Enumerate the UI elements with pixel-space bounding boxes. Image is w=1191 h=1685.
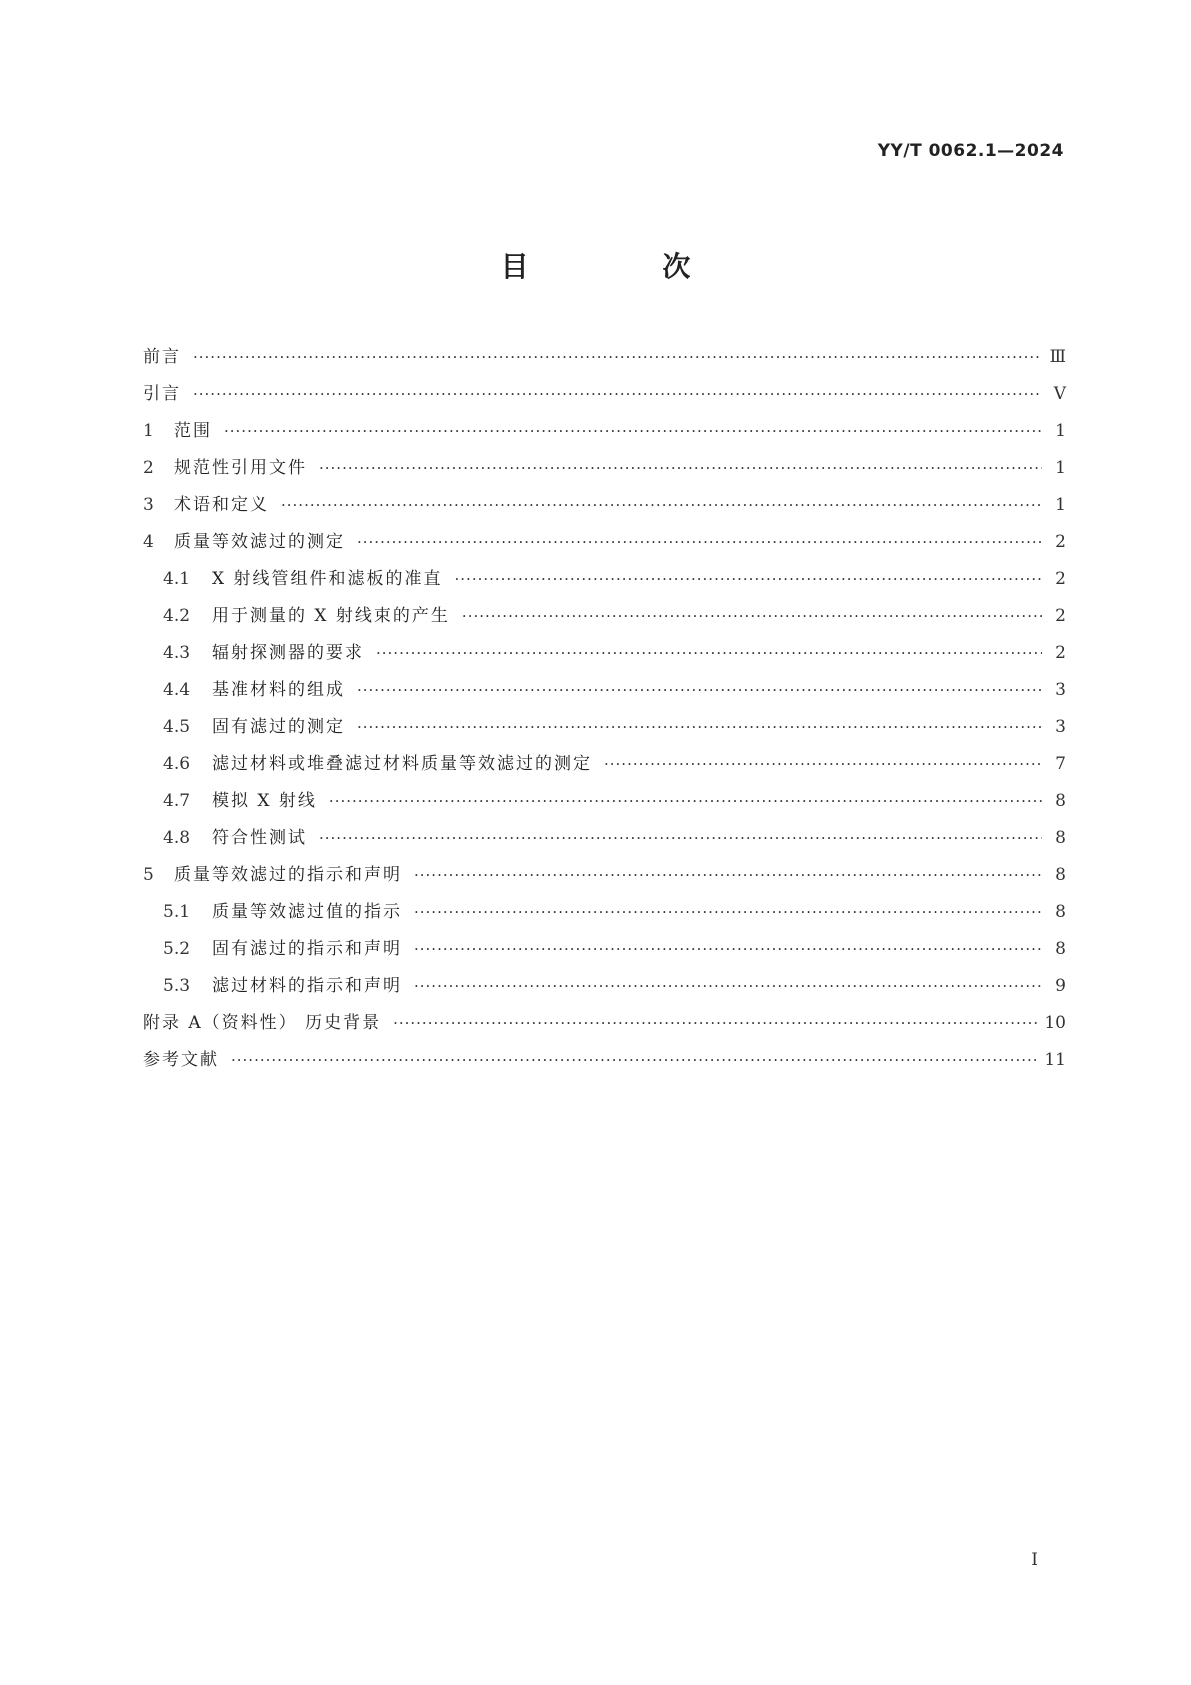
toc-entry-number: 4.6 — [163, 754, 191, 774]
toc-leader-dots — [319, 450, 1042, 487]
toc-entry-label: 规范性引用文件 — [174, 458, 307, 478]
toc-entry-label: 滤过材料或堆叠滤过材料质量等效滤过的测定 — [212, 754, 592, 774]
toc-entry-number: 4.5 — [163, 717, 191, 737]
toc-leader-dots — [193, 376, 1042, 413]
toc-entry-page: 3 — [1055, 717, 1066, 737]
toc-entry-page: 2 — [1055, 569, 1066, 589]
toc-leader-dots — [193, 339, 1042, 376]
toc-leader-dots — [414, 968, 1042, 1005]
toc-entry-label: 辐射探测器的要求 — [212, 643, 364, 663]
toc-entry-5-3[interactable] — [143, 968, 1066, 1005]
toc-entry-label: 滤过材料的指示和声明 — [212, 976, 402, 996]
toc-entry-page: Ⅴ — [1053, 384, 1066, 404]
toc-leader-dots — [319, 820, 1042, 857]
toc-entry-2[interactable] — [143, 450, 1066, 487]
toc-entry-page: 8 — [1055, 939, 1066, 959]
toc-leader-dots — [357, 672, 1042, 709]
toc-leader-dots — [224, 413, 1042, 450]
toc-entry-page: 8 — [1055, 828, 1066, 848]
toc-entry-page: 8 — [1055, 791, 1066, 811]
toc-entry-annex-a[interactable] — [143, 1005, 1066, 1042]
toc-entry-number: 4.4 — [163, 680, 191, 700]
toc-title: 目 次 — [500, 250, 753, 283]
toc-entry-4-3[interactable] — [143, 635, 1066, 672]
toc-leader-dots — [357, 524, 1042, 561]
toc-entry-label: 固有滤过的测定 — [212, 717, 345, 737]
toc-entry-page: 10 — [1044, 1013, 1066, 1033]
toc-entry-number: 4.8 — [163, 828, 191, 848]
toc-entry-page: 2 — [1055, 643, 1066, 663]
toc-entry-page: 11 — [1044, 1050, 1066, 1070]
toc-leader-dots — [281, 487, 1042, 524]
toc-entry-foreword[interactable] — [143, 339, 1066, 376]
toc-leader-dots — [414, 857, 1042, 894]
toc-entry-number: 5 — [143, 865, 154, 885]
toc-entry-label: 引言 — [143, 384, 181, 404]
toc-entry-label: 附录 A（资料性） 历史背景 — [143, 1013, 382, 1033]
toc-entry-label: 模拟 X 射线 — [212, 791, 317, 811]
toc-entry-4[interactable] — [143, 524, 1066, 561]
toc-entry-4-2[interactable] — [143, 598, 1066, 635]
page-number: I — [1031, 1550, 1038, 1570]
toc-entry-4-1[interactable] — [143, 561, 1066, 598]
toc-entry-4-6[interactable] — [143, 746, 1066, 783]
toc-entry-page: 7 — [1055, 754, 1066, 774]
toc-entry-number: 4.2 — [163, 606, 191, 626]
toc-entry-page: 2 — [1055, 532, 1066, 552]
table-of-contents — [143, 339, 1066, 1079]
toc-entry-label: 用于测量的 X 射线束的产生 — [212, 606, 450, 626]
toc-entry-number: 1 — [143, 421, 154, 441]
toc-entry-label: 范围 — [174, 421, 212, 441]
toc-entry-1[interactable] — [143, 413, 1066, 450]
toc-leader-dots — [393, 1005, 1038, 1042]
toc-entry-number: 4.7 — [163, 791, 191, 811]
toc-entry-page: 1 — [1055, 458, 1066, 478]
toc-leader-dots — [462, 598, 1042, 635]
toc-entry-page: Ⅲ — [1049, 347, 1066, 367]
toc-leader-dots — [376, 635, 1042, 672]
toc-entry-page: 2 — [1055, 606, 1066, 626]
toc-entry-label: 质量等效滤过值的指示 — [212, 902, 402, 922]
toc-entry-number: 5.1 — [163, 902, 191, 922]
toc-entry-4-4[interactable] — [143, 672, 1066, 709]
toc-entry-number: 2 — [143, 458, 154, 478]
toc-leader-dots — [455, 561, 1042, 598]
toc-entry-label: 前言 — [143, 347, 181, 367]
toc-leader-dots — [414, 894, 1042, 931]
toc-entry-page: 8 — [1055, 865, 1066, 885]
toc-entry-label: 参考文献 — [143, 1050, 219, 1070]
toc-entry-label: X 射线管组件和滤板的准直 — [212, 569, 443, 589]
toc-entry-number: 5.3 — [163, 976, 191, 996]
toc-entry-page: 3 — [1055, 680, 1066, 700]
toc-entry-number: 4.3 — [163, 643, 191, 663]
toc-entry-number: 4.1 — [163, 569, 191, 589]
toc-entry-page: 1 — [1055, 421, 1066, 441]
document-code: YY/T 0062.1—2024 — [877, 141, 1064, 161]
toc-entry-page: 8 — [1055, 902, 1066, 922]
toc-entry-bibliography[interactable] — [143, 1042, 1066, 1079]
toc-leader-dots — [604, 746, 1042, 783]
toc-entry-label: 质量等效滤过的测定 — [174, 532, 345, 552]
toc-entry-introduction[interactable] — [143, 376, 1066, 413]
toc-entry-4-8[interactable] — [143, 820, 1066, 857]
toc-leader-dots — [329, 783, 1042, 820]
toc-entry-4-7[interactable] — [143, 783, 1066, 820]
toc-entry-3[interactable] — [143, 487, 1066, 524]
toc-entry-label: 质量等效滤过的指示和声明 — [174, 865, 402, 885]
toc-entry-5-2[interactable] — [143, 931, 1066, 968]
toc-entry-4-5[interactable] — [143, 709, 1066, 746]
toc-entry-label: 符合性测试 — [212, 828, 307, 848]
toc-entry-5-1[interactable] — [143, 894, 1066, 931]
toc-leader-dots — [231, 1042, 1038, 1079]
toc-entry-number: 4 — [143, 532, 154, 552]
toc-leader-dots — [414, 931, 1042, 968]
toc-entry-number: 3 — [143, 495, 154, 515]
toc-leader-dots — [357, 709, 1042, 746]
toc-entry-label: 基准材料的组成 — [212, 680, 345, 700]
toc-entry-page: 9 — [1055, 976, 1066, 996]
toc-entry-label: 固有滤过的指示和声明 — [212, 939, 402, 959]
toc-entry-5[interactable] — [143, 857, 1066, 894]
toc-entry-label: 术语和定义 — [174, 495, 269, 515]
toc-entry-page: 1 — [1055, 495, 1066, 515]
toc-entry-number: 5.2 — [163, 939, 191, 959]
